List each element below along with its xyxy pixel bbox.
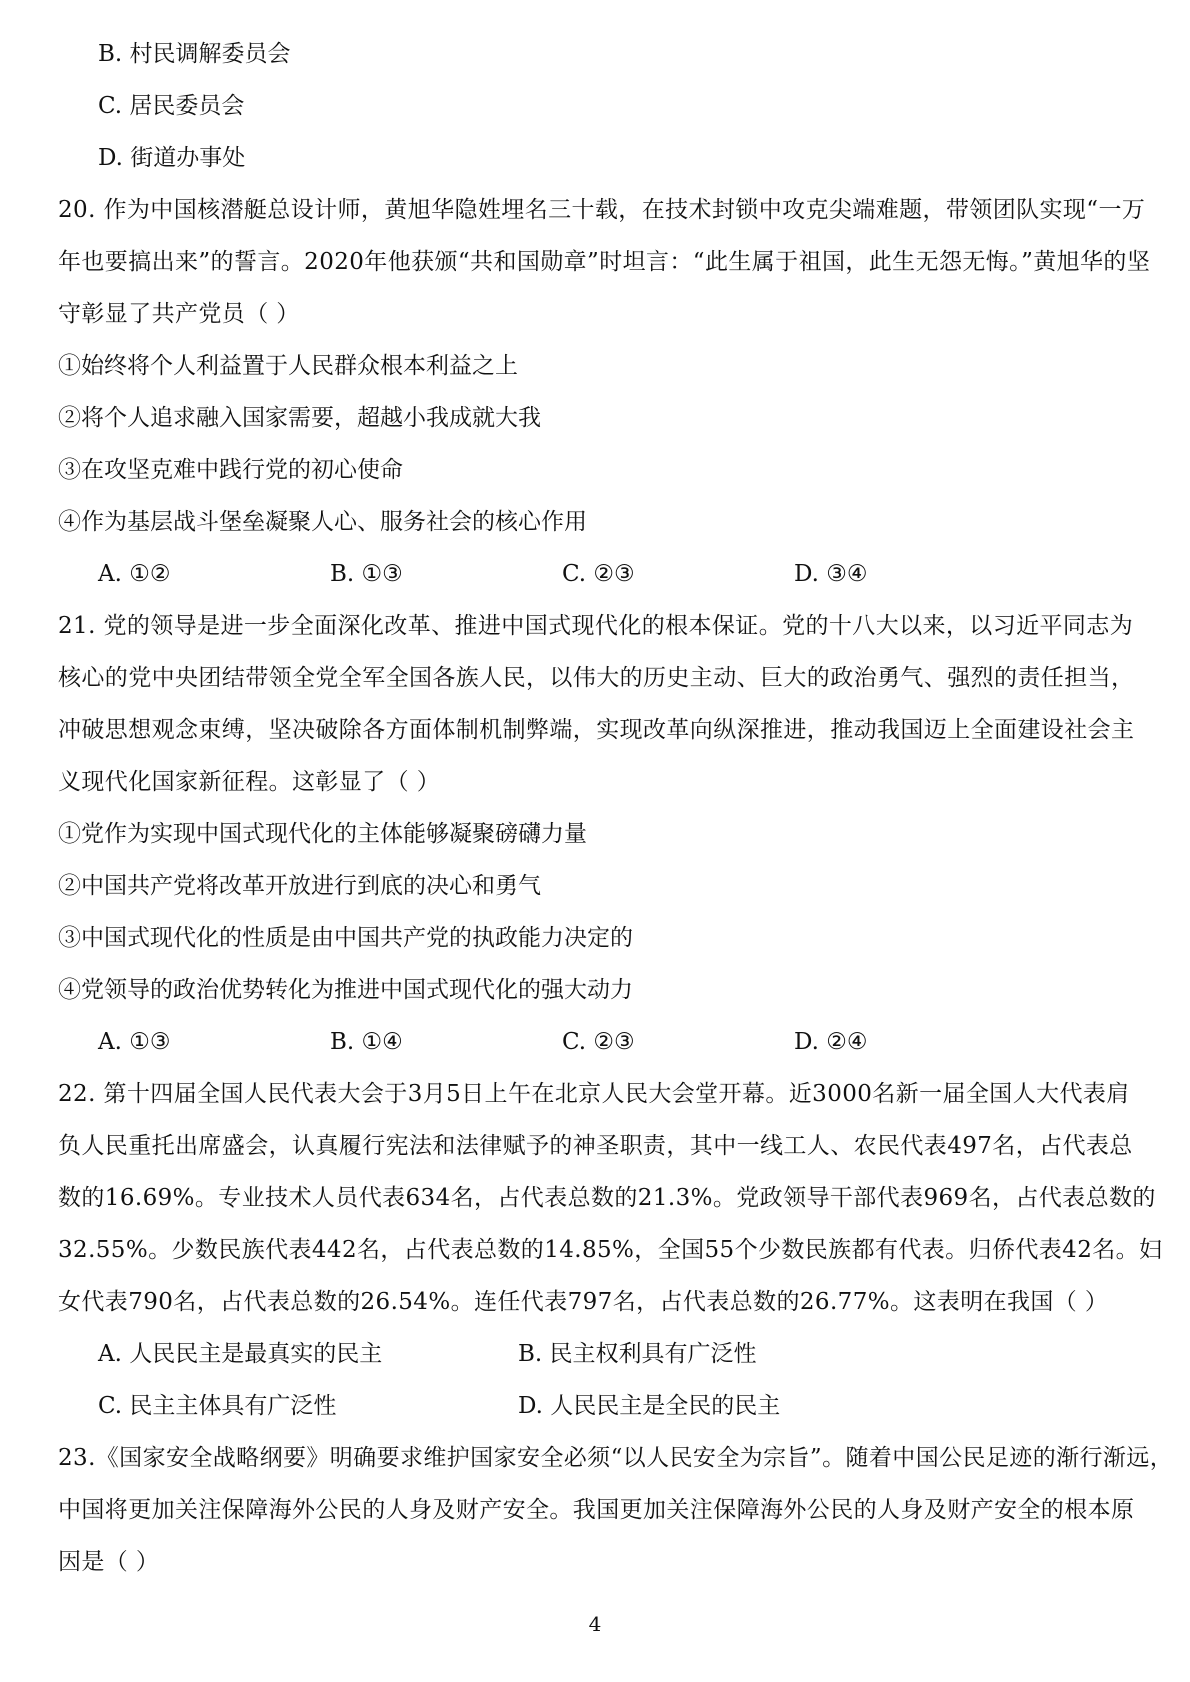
answer-options-row-1 bbox=[58, 1328, 1132, 1380]
question-stem-line: 负人民重托出席盛会，认真履行宪法和法律赋予的神圣职责，其中一线工人、农民代表497名，占代表总 bbox=[58, 1133, 1133, 1159]
question-stem-line: 核心的党中央团结带领全党全军全国各族人民，以伟大的历史主动、巨大的政治勇气、强烈的责任担当， bbox=[58, 665, 1135, 691]
statement-2: ②将个人追求融入国家需要，超越小我成就大我 bbox=[58, 405, 541, 431]
option-a: A. ①② bbox=[98, 561, 171, 587]
statement-4: ④作为基层战斗堡垒凝聚人心、服务社会的核心作用 bbox=[58, 509, 587, 535]
question-stem-line: 22. 第十四届全国人民代表大会于3月5日上午在北京人民大会堂开幕。近3000名新一届全国人大代表肩 bbox=[58, 1081, 1130, 1107]
question-stem-line: 数的16.69%。专业技术人员代表634名，占代表总数的21.3%。党政领导干部代表969名，占代表总数的 bbox=[58, 1185, 1156, 1211]
answer-options bbox=[58, 548, 1132, 600]
option-b: B. 民主权利具有广泛性 bbox=[518, 1341, 757, 1367]
question-stem-line: 年也要搞出来”的誓言。2020年他获颁“共和国勋章”时坦言：“此生属于祖国，此生无怨无悔。”黄旭华的坚 bbox=[58, 249, 1151, 275]
question-stem-line: 冲破思想观念束缚，坚决破除各方面体制机制弊端，实现改革向纵深推进，推动我国迈上全面建设社会主 bbox=[58, 717, 1135, 743]
statement-4: ④党领导的政治优势转化为推进中国式现代化的强大动力 bbox=[58, 977, 633, 1003]
statement-3: ③中国式现代化的性质是由中国共产党的执政能力决定的 bbox=[58, 925, 633, 951]
option-b: B. ①③ bbox=[330, 561, 403, 587]
page-number: 4 bbox=[588, 1612, 602, 1636]
question-stem-line: 守彰显了共产党员（ ） bbox=[58, 301, 300, 327]
question-stem-line: 中国将更加关注保障海外公民的人身及财产安全。我国更加关注保障海外公民的人身及财产安全的根本原 bbox=[58, 1497, 1135, 1523]
answer-options bbox=[58, 1016, 1132, 1068]
option-b: B. ①④ bbox=[330, 1029, 403, 1055]
option-c: C. ②③ bbox=[562, 561, 635, 587]
option-d: D. 人民民主是全民的民主 bbox=[518, 1393, 781, 1419]
statement-2: ②中国共产党将改革开放进行到底的决心和勇气 bbox=[58, 873, 541, 899]
option-c: C. ②③ bbox=[562, 1029, 635, 1055]
option-b-prev: B. 村民调解委员会 bbox=[98, 41, 291, 67]
question-23 bbox=[58, 1432, 1174, 1588]
option-c-prev: C. 居民委员会 bbox=[98, 93, 245, 119]
question-stem-line: 20. 作为中国核潜艇总设计师，黄旭华隐姓埋名三十载，在技术封锁中攻克尖端难题，带领团队实现“一万 bbox=[58, 197, 1146, 223]
question-stem-line: 32.55%。少数民族代表442名，占代表总数的14.85%，全国55个少数民族都有代表。归侨代表42名。妇 bbox=[58, 1237, 1163, 1263]
question-22 bbox=[58, 1068, 1163, 1432]
question-stem-line: 因是（ ） bbox=[58, 1549, 160, 1575]
option-d-prev: D. 街道办事处 bbox=[98, 145, 246, 171]
option-a: A. 人民民主是最真实的民主 bbox=[98, 1341, 383, 1367]
option-d: D. ②④ bbox=[794, 1029, 868, 1055]
option-a: A. ①③ bbox=[98, 1029, 171, 1055]
answer-options-row-2 bbox=[58, 1380, 1132, 1432]
option-d: D. ③④ bbox=[794, 561, 868, 587]
question-stem-line: 23.《国家安全战略纲要》明确要求维护国家安全必须“以人民安全为宗旨”。随着中国公民足迹的渐行渐远， bbox=[58, 1445, 1174, 1471]
statement-1: ①始终将个人利益置于人民群众根本利益之上 bbox=[58, 353, 518, 379]
question-stem-line: 女代表790名，占代表总数的26.54%。连任代表797名，占代表总数的26.77%。这表明在我国（ ） bbox=[58, 1289, 1109, 1315]
question-20 bbox=[58, 184, 1151, 600]
question-stem-line: 21. 党的领导是进一步全面深化改革、推进中国式现代化的根本保证。党的十八大以来，以习近平同志为 bbox=[58, 613, 1134, 639]
statement-3: ③在攻坚克难中践行党的初心使命 bbox=[58, 457, 403, 483]
question-stem-line: 义现代化国家新征程。这彰显了（ ） bbox=[58, 769, 441, 795]
question-21 bbox=[58, 600, 1135, 1068]
statement-1: ①党作为实现中国式现代化的主体能够凝聚磅礴力量 bbox=[58, 821, 587, 847]
option-c: C. 民主主体具有广泛性 bbox=[98, 1393, 337, 1419]
